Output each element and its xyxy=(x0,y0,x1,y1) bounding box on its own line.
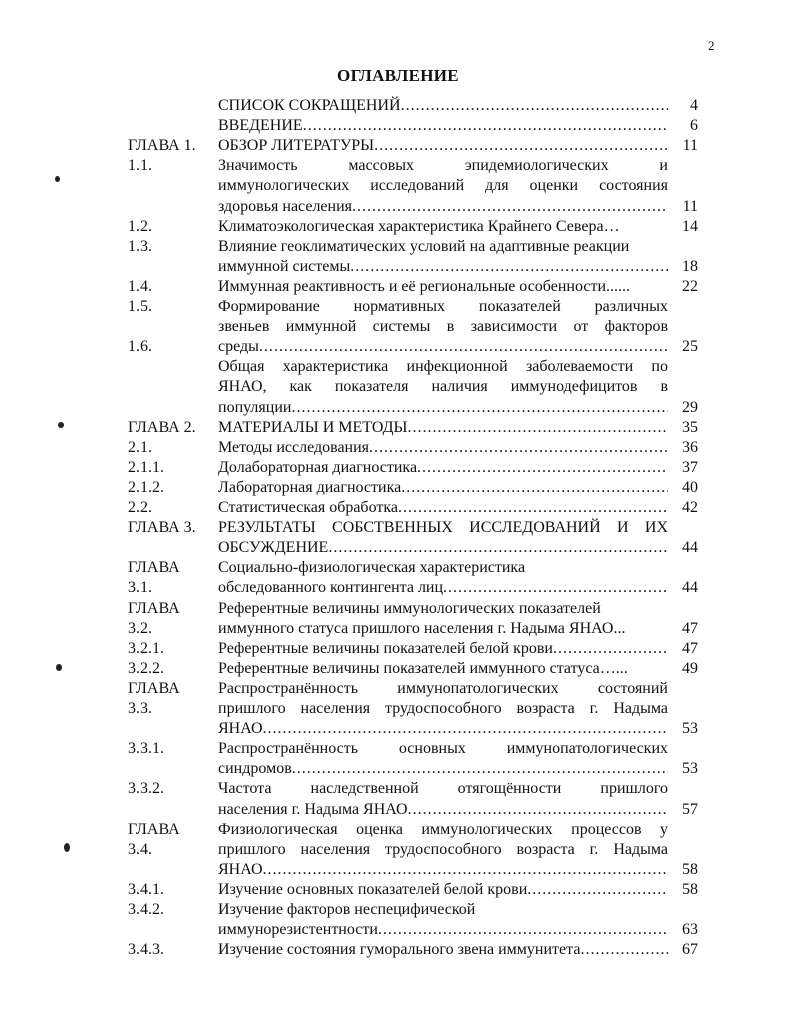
entry-title: иммунологических исследований для оценки состояния xyxy=(218,177,668,195)
entry-number: 3.4.3. xyxy=(128,941,164,959)
dot-leader xyxy=(527,880,668,900)
dot-leader xyxy=(398,498,668,518)
entry-title-container xyxy=(218,418,668,438)
entry-title: Изучение основных показателей белой крови xyxy=(218,880,528,898)
toc-entry xyxy=(0,277,796,297)
dot-leader xyxy=(378,920,668,940)
dot-leader xyxy=(350,257,668,277)
toc-entry xyxy=(0,940,796,960)
entry-number: 1.5. xyxy=(128,298,152,315)
entry-number: 3.3.1. xyxy=(128,740,164,758)
toc-entry xyxy=(0,438,796,458)
entry-title-container xyxy=(218,719,668,739)
entry-number: 1.4. xyxy=(128,277,152,295)
entry-number: ГЛАВА 3. xyxy=(128,519,196,537)
entry-title: здоровья населения xyxy=(218,197,353,215)
entry-title: среды xyxy=(218,338,259,356)
toc-entry xyxy=(0,900,796,920)
entry-title: Общая характеристика инфекционной заболеваемости по xyxy=(218,358,668,376)
entry-number: 2.1.2. xyxy=(128,478,164,496)
toc-entry xyxy=(0,297,796,317)
entry-title-container xyxy=(218,558,668,578)
toc-entry xyxy=(0,418,796,438)
entry-page: 63 xyxy=(682,921,698,939)
toc-entry xyxy=(0,800,796,820)
entry-title-container xyxy=(218,880,668,900)
entry-number: ГЛАВА xyxy=(128,559,180,577)
entry-title: Распространённость основных иммунопатологических xyxy=(218,740,668,758)
toc-entry xyxy=(0,317,796,337)
entry-title-container xyxy=(218,458,668,478)
entry-title: иммунной системы xyxy=(218,257,351,275)
toc-entry xyxy=(0,156,796,176)
entry-title-container xyxy=(218,337,668,357)
entry-page: 44 xyxy=(682,579,698,597)
entry-title-container xyxy=(218,498,668,518)
entry-number: 3.4.2. xyxy=(128,901,164,918)
entry-title: Референтные величины показателей белой крови xyxy=(218,639,553,657)
toc-entry xyxy=(0,840,796,860)
entry-page: 47 xyxy=(682,619,698,637)
entry-number: 3.2.2. xyxy=(128,659,164,677)
entry-number: 3.3. xyxy=(128,700,152,717)
dot-leader xyxy=(401,96,668,116)
toc-entry xyxy=(0,599,796,619)
entry-title: ЯНАО xyxy=(218,720,263,738)
toc-entry xyxy=(0,458,796,478)
entry-title: МАТЕРИАЛЫ И МЕТОДЫ xyxy=(218,418,408,436)
entry-title: ЯНАО, как показателя наличия иммунодефицитов в xyxy=(218,378,668,396)
entry-title-container xyxy=(218,739,668,759)
toc-entry xyxy=(0,377,796,397)
entry-title-container xyxy=(218,518,668,538)
entry-page: 25 xyxy=(682,338,698,356)
entry-number: 3.3.2. xyxy=(128,780,164,798)
entry-page: 40 xyxy=(682,478,698,496)
entry-number: ГЛАВА xyxy=(128,820,180,838)
dot-leader xyxy=(303,116,668,136)
entry-page: 35 xyxy=(682,418,698,436)
entry-page: 14 xyxy=(682,217,698,235)
entry-title-container xyxy=(218,820,668,840)
entry-title-container xyxy=(218,639,668,659)
entry-title: Влияние геоклиматических условий на адаптивные реакции xyxy=(218,237,630,255)
toc-title: ОГЛАВЛЕНИЕ xyxy=(337,66,459,85)
entry-title-container xyxy=(218,478,668,498)
dot-leader xyxy=(374,136,668,156)
dot-leader xyxy=(263,860,668,880)
entry-title-container xyxy=(218,176,668,196)
entry-title-container xyxy=(218,699,668,719)
dot-leader xyxy=(553,639,668,659)
dot-leader xyxy=(408,800,668,820)
toc-entry xyxy=(0,659,796,679)
entry-title-container xyxy=(218,578,668,598)
scan-artifact xyxy=(64,843,70,852)
entry-title-container xyxy=(218,779,668,799)
entry-title-container xyxy=(218,277,668,297)
entry-title: ЯНАО xyxy=(218,860,263,878)
entry-page: 29 xyxy=(682,398,698,416)
entry-title: населения г. Надыма ЯНАО xyxy=(218,800,408,818)
entry-number: ГЛАВА xyxy=(128,679,180,697)
entry-page: 44 xyxy=(682,539,698,557)
entry-title: Социально-физиологическая характеристика xyxy=(218,559,526,577)
entry-title: ОБЗОР ЛИТЕРАТУРЫ xyxy=(218,137,375,155)
entry-number: 1.1. xyxy=(128,157,152,175)
scan-artifact xyxy=(58,422,64,428)
entry-title-container xyxy=(218,237,668,257)
entry-number: 2.1.1. xyxy=(128,458,164,476)
scan-artifact xyxy=(55,176,60,182)
toc-entry xyxy=(0,237,796,257)
entry-page: 58 xyxy=(682,880,698,898)
entry-title: Методы исследования xyxy=(218,438,370,456)
entry-title: Референтные величины показателей иммунного статуса…... xyxy=(218,659,628,677)
entry-page: 57 xyxy=(682,800,698,818)
entry-number: 2.1. xyxy=(128,438,152,456)
entry-page: 67 xyxy=(682,941,698,959)
entry-number: 3.2. xyxy=(128,619,152,637)
entry-title: Физиологическая оценка иммунологических процессов у xyxy=(218,820,668,838)
entry-title: синдромов xyxy=(218,760,292,778)
entry-title: Значимость массовых эпидемиологических и xyxy=(218,157,668,175)
entry-title-container xyxy=(218,438,668,458)
entry-page: 4 xyxy=(690,97,698,114)
entry-number: 3.1. xyxy=(128,579,152,597)
entry-title: ВВЕДЕНИЕ xyxy=(218,117,303,135)
entry-title-container xyxy=(218,257,668,277)
entry-title-container xyxy=(218,116,668,136)
toc-entry xyxy=(0,920,796,940)
entry-title: Изучение факторов неспецифической xyxy=(218,901,476,918)
toc-entry xyxy=(0,759,796,779)
entry-title-container xyxy=(218,217,668,237)
entry-page: 53 xyxy=(682,760,698,778)
toc-entry xyxy=(0,217,796,237)
entry-number: 3.4. xyxy=(128,840,152,858)
entry-number: 1.6. xyxy=(128,338,152,356)
entry-page: 18 xyxy=(682,257,698,275)
entry-title: Климатоэкологическая характеристика Крайнего Севера… xyxy=(218,217,620,235)
dot-leader xyxy=(580,940,668,960)
toc-entry xyxy=(0,719,796,739)
entry-title: иммунорезистентности xyxy=(218,921,378,939)
toc-entry xyxy=(0,398,796,418)
entry-title: звеньев иммунной системы в зависимости от факторов xyxy=(218,318,668,336)
entry-title-container xyxy=(218,357,668,377)
entry-page: 6 xyxy=(690,117,698,135)
entry-title-container xyxy=(218,619,668,639)
entry-title: Распространённость иммунопатологических состояний xyxy=(218,679,668,697)
entry-page: 36 xyxy=(682,438,698,456)
entry-number: 3.2.1. xyxy=(128,639,164,657)
entry-title: Долабораторная диагностика xyxy=(218,458,418,476)
entry-title: Частота наследственной отягощённости пришлого xyxy=(218,780,668,798)
entry-number: 3.4.1. xyxy=(128,880,164,898)
entry-title: пришлого населения трудоспособного возраста г. Надыма xyxy=(218,840,668,858)
dot-leader xyxy=(259,337,668,357)
dot-leader xyxy=(417,458,668,478)
entry-title-container xyxy=(218,759,668,779)
entry-page: 22 xyxy=(682,277,698,295)
toc-entry xyxy=(0,860,796,880)
toc-entry xyxy=(0,679,796,699)
toc-entry xyxy=(0,337,796,357)
entry-number: 1.3. xyxy=(128,237,152,255)
toc-entry xyxy=(0,558,796,578)
entry-number: ГЛАВА 2. xyxy=(128,418,196,436)
entry-number: ГЛАВА 1. xyxy=(128,137,196,155)
toc-entry xyxy=(0,357,796,377)
entry-title: Иммунная реактивность и её региональные особенности...... xyxy=(218,277,631,295)
entry-title: Изучение состояния гуморального звена иммунитета xyxy=(218,941,581,959)
entry-title: Формирование нормативных показателей различных xyxy=(218,298,668,315)
entry-page: 37 xyxy=(682,458,698,476)
entry-title-container xyxy=(218,317,668,337)
entry-page: 53 xyxy=(682,720,698,738)
scan-artifact xyxy=(56,664,62,671)
toc-entry xyxy=(0,578,796,598)
entry-page: 11 xyxy=(682,197,698,215)
entry-title-container xyxy=(218,96,668,116)
entry-title: Статистическая обработка xyxy=(218,499,398,516)
page-number: 2 xyxy=(708,38,715,53)
toc-entry xyxy=(0,538,796,558)
entry-title-container xyxy=(218,398,668,418)
entry-title-container xyxy=(218,840,668,860)
entry-number: ГЛАВА xyxy=(128,599,180,617)
toc-entry xyxy=(0,116,796,136)
dot-leader xyxy=(443,578,668,598)
entry-title-container xyxy=(218,920,668,940)
toc-entry xyxy=(0,639,796,659)
dot-leader xyxy=(328,538,668,558)
toc-entry xyxy=(0,257,796,277)
toc-entry xyxy=(0,779,796,799)
entry-title: РЕЗУЛЬТАТЫ СОБСТВЕННЫХ ИССЛЕДОВАНИЙ И ИХ xyxy=(218,519,668,537)
entry-title-container xyxy=(218,297,668,317)
entry-title-container xyxy=(218,800,668,820)
entry-page: 47 xyxy=(682,639,698,657)
dot-leader xyxy=(369,438,668,458)
dot-leader xyxy=(291,398,668,418)
entry-title-container xyxy=(218,940,668,960)
entry-title-container xyxy=(218,860,668,880)
entry-page: 11 xyxy=(682,137,698,155)
entry-title: иммунного статуса пришлого населения г. Надыма ЯНАО... xyxy=(218,619,626,637)
entry-title-container xyxy=(218,197,668,217)
entry-title: СПИСОК СОКРАЩЕНИЙ xyxy=(218,97,401,114)
entry-title-container xyxy=(218,900,668,920)
dot-leader xyxy=(401,478,668,498)
entry-title-container xyxy=(218,599,668,619)
toc-entry xyxy=(0,699,796,719)
toc-entry xyxy=(0,197,796,217)
toc-entry xyxy=(0,880,796,900)
entry-title-container xyxy=(218,136,668,156)
entry-title-container xyxy=(218,156,668,176)
entry-title-container xyxy=(218,679,668,699)
toc-entry xyxy=(0,619,796,639)
dot-leader xyxy=(263,719,668,739)
entry-number: 1.2. xyxy=(128,217,152,235)
entry-number: 2.2. xyxy=(128,499,152,516)
dot-leader xyxy=(292,759,668,779)
entry-page: 42 xyxy=(682,499,698,516)
entry-title-container xyxy=(218,659,668,679)
dot-leader xyxy=(352,197,668,217)
toc-entry xyxy=(0,176,796,196)
entry-page: 49 xyxy=(682,659,698,677)
entry-title-container xyxy=(218,538,668,558)
entry-title: Лабораторная диагностика xyxy=(218,478,402,496)
entry-title-container xyxy=(218,377,668,397)
toc-entry xyxy=(0,96,796,116)
entry-title: популяции xyxy=(218,398,292,416)
toc-entry xyxy=(0,136,796,156)
entry-title: ОБСУЖДЕНИЕ xyxy=(218,539,329,557)
toc-entry xyxy=(0,739,796,759)
entry-page: 58 xyxy=(682,860,698,878)
toc-entry xyxy=(0,518,796,538)
toc-entry xyxy=(0,498,796,518)
entry-title: Референтные величины иммунологических показателей xyxy=(218,599,601,617)
toc-entry xyxy=(0,478,796,498)
entry-title: пришлого населения трудоспособного возраста г. Надыма xyxy=(218,700,668,717)
toc-entry xyxy=(0,820,796,840)
entry-title: обследованного контингента лиц xyxy=(218,579,444,597)
dot-leader xyxy=(407,418,668,438)
